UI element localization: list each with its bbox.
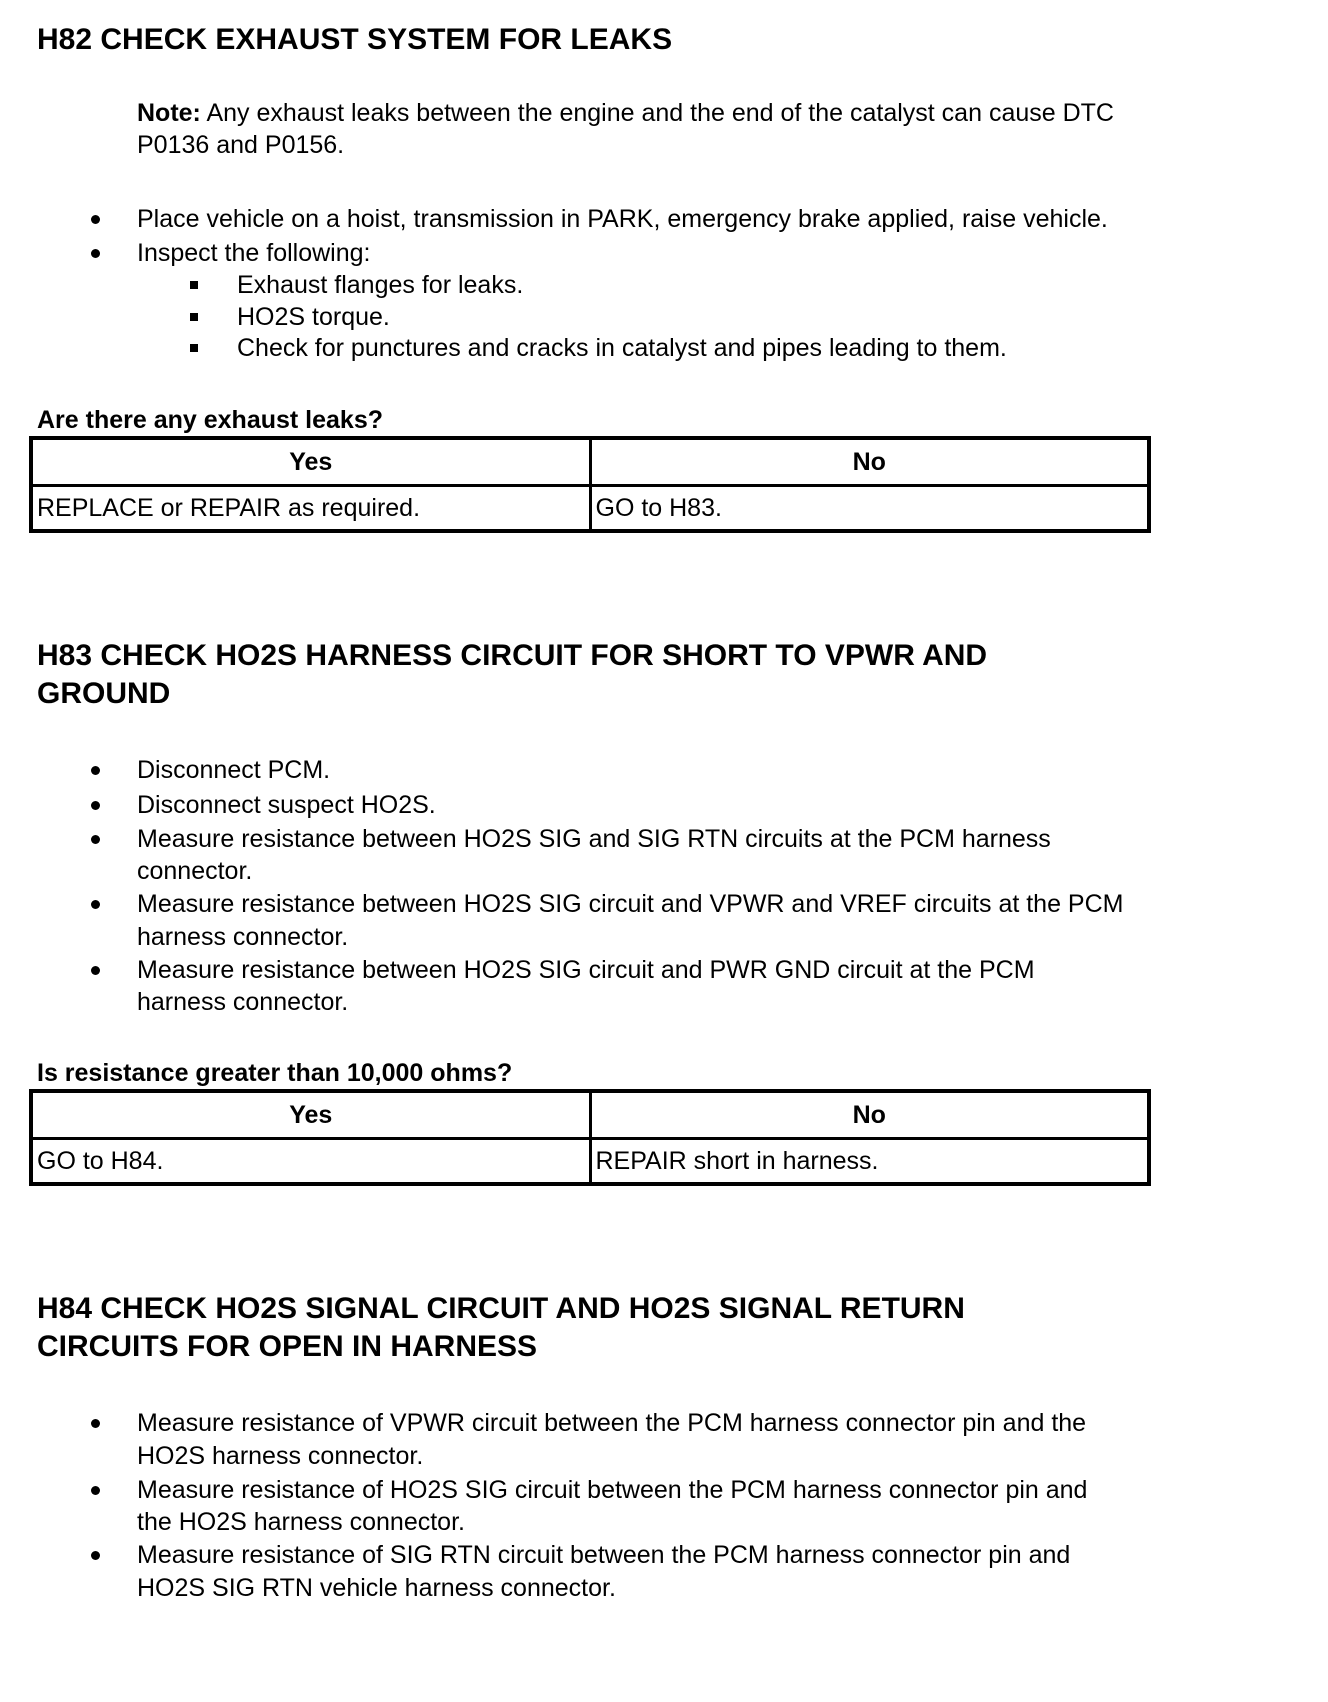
bullet-icon (91, 1551, 100, 1560)
list-item: Disconnect suspect HO2S. (137, 791, 436, 819)
sub-list-item: HO2S torque. (237, 303, 390, 331)
yes-action: REPLACE or REPAIR as required. (31, 486, 590, 532)
list-item-cont: HO2S harness connector. (137, 1442, 424, 1470)
square-bullet-icon (190, 344, 198, 352)
section-title-h83-cont: GROUND (37, 677, 171, 710)
list-item-cont: HO2S SIG RTN vehicle harness connector. (137, 1574, 616, 1602)
list-item: Measure resistance between HO2S SIG circuit and VPWR and VREF circuits at the PCM (137, 890, 1124, 918)
no-action: REPAIR short in harness. (590, 1139, 1149, 1185)
decision-table (29, 1089, 1151, 1186)
bullet-icon (91, 215, 100, 224)
list-item-cont: harness connector. (137, 923, 349, 951)
yes-action: GO to H84. (31, 1139, 590, 1185)
note-label: Note: (137, 99, 201, 127)
square-bullet-icon (190, 281, 198, 289)
section-title-h84: H84 CHECK HO2S SIGNAL CIRCUIT AND HO2S SIGNAL RETURN (37, 1292, 965, 1325)
decision-table (29, 436, 1151, 533)
list-item: Measure resistance between HO2S SIG and SIG RTN circuits at the PCM harness (137, 825, 1051, 853)
note (137, 97, 1114, 130)
sub-list-item: Check for punctures and cracks in catalyst and pipes leading to them. (237, 334, 1007, 362)
list-item: Measure resistance of SIG RTN circuit between the PCM harness connector pin and (137, 1541, 1071, 1569)
note-text: Any exhaust leaks between the engine and the end of the catalyst can cause DTC (200, 99, 1114, 127)
bullet-icon (91, 1486, 100, 1495)
list-item: Measure resistance between HO2S SIG circuit and PWR GND circuit at the PCM (137, 956, 1035, 984)
list-item: Inspect the following: (137, 239, 371, 267)
bullet-icon (91, 249, 100, 258)
section-title-h82: H82 CHECK EXHAUST SYSTEM FOR LEAKS (37, 23, 673, 56)
bullet-icon (91, 1419, 100, 1428)
no-header: No (590, 438, 1149, 486)
bullet-icon (91, 766, 100, 775)
list-item: Disconnect PCM. (137, 756, 331, 784)
bullet-icon (91, 966, 100, 975)
no-header: No (590, 1091, 1149, 1139)
sub-list-item: Exhaust flanges for leaks. (237, 271, 524, 299)
list-item: Measure resistance of HO2S SIG circuit between the PCM harness connector pin and (137, 1476, 1088, 1504)
question: Is resistance greater than 10,000 ohms? (37, 1059, 513, 1087)
bullet-icon (91, 835, 100, 844)
section-title-h83: H83 CHECK HO2S HARNESS CIRCUIT FOR SHORT TO VPWR AND (37, 639, 988, 672)
section-title-h84-cont: CIRCUITS FOR OPEN IN HARNESS (37, 1330, 538, 1363)
list-item-cont: harness connector. (137, 988, 349, 1016)
yes-header: Yes (31, 438, 590, 486)
bullet-icon (91, 900, 100, 909)
list-item-cont: connector. (137, 857, 253, 885)
list-item-cont: the HO2S harness connector. (137, 1508, 465, 1536)
note-text-cont: P0136 and P0156. (137, 131, 345, 159)
question: Are there any exhaust leaks? (37, 406, 383, 434)
list-item: Measure resistance of VPWR circuit between the PCM harness connector pin and the (137, 1409, 1087, 1437)
list-item: Place vehicle on a hoist, transmission in PARK, emergency brake applied, raise vehicle. (137, 205, 1108, 233)
yes-header: Yes (31, 1091, 590, 1139)
bullet-icon (91, 801, 100, 810)
square-bullet-icon (190, 313, 198, 321)
no-action: GO to H83. (590, 486, 1149, 532)
